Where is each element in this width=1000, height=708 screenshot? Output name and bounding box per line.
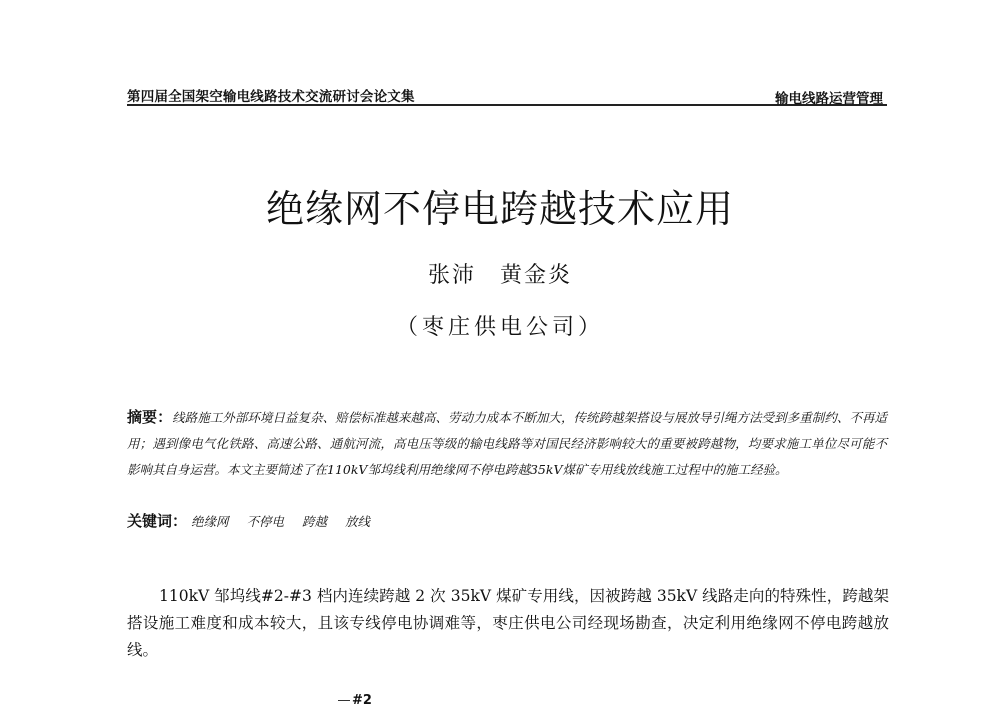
paper-affiliation: （枣庄供电公司） xyxy=(395,315,604,340)
figure-tower-label xyxy=(338,693,372,708)
section-title: 输电线路运营管理 xyxy=(775,91,883,107)
keyword-item: 绝缘网 xyxy=(191,514,229,529)
body-paragraph: 110kV 邹坞线#2-#3 档内连续跨越 2 次 35kV 煤矿专用线，因被跨越 35kV 线路走向的特殊性，跨越架搭设施工难度和成本较大，且该专线停电协调难等，枣庄供电公司经现场勘查，决定利用绝缘网不停电跨越放线。 xyxy=(127,587,889,659)
keywords xyxy=(127,510,887,531)
abstract-text: 线路施工外部环境日益复杂、赔偿标准越来越高、劳动力成本不断加大，传统跨越架搭设与展放导引绳方法受到多重制约、不再适用；遇到像电气化铁路、高速公路、通航河流，高电压等级的输电线路等对国民经济影响较大的重要被跨越物，均要求施工单位尽可能不影响其自身运营。本文主要简述了在110kV邹坞线利用绝缘网不停电跨越35kV煤矿专用线放线施工过程中的施工经验。 xyxy=(127,410,887,477)
keyword-item: 不停电 xyxy=(246,514,285,529)
keywords-label: 关键词： xyxy=(127,512,188,530)
proceedings-title: 第四届全国架空输电线路技术交流研讨会论文集 xyxy=(127,89,415,105)
abstract xyxy=(127,404,887,483)
figure-line-mark xyxy=(338,700,350,701)
figure-label-text: #2 xyxy=(352,693,372,708)
paper-title: 绝缘网不停电跨越技术应用 xyxy=(265,187,734,231)
keyword-item: 跨越 xyxy=(302,514,328,529)
keyword-item: 放线 xyxy=(345,514,371,529)
paper-authors: 张沛 黄金炎 xyxy=(427,263,572,288)
abstract-label: 摘要： xyxy=(127,408,173,426)
running-header xyxy=(127,84,887,106)
